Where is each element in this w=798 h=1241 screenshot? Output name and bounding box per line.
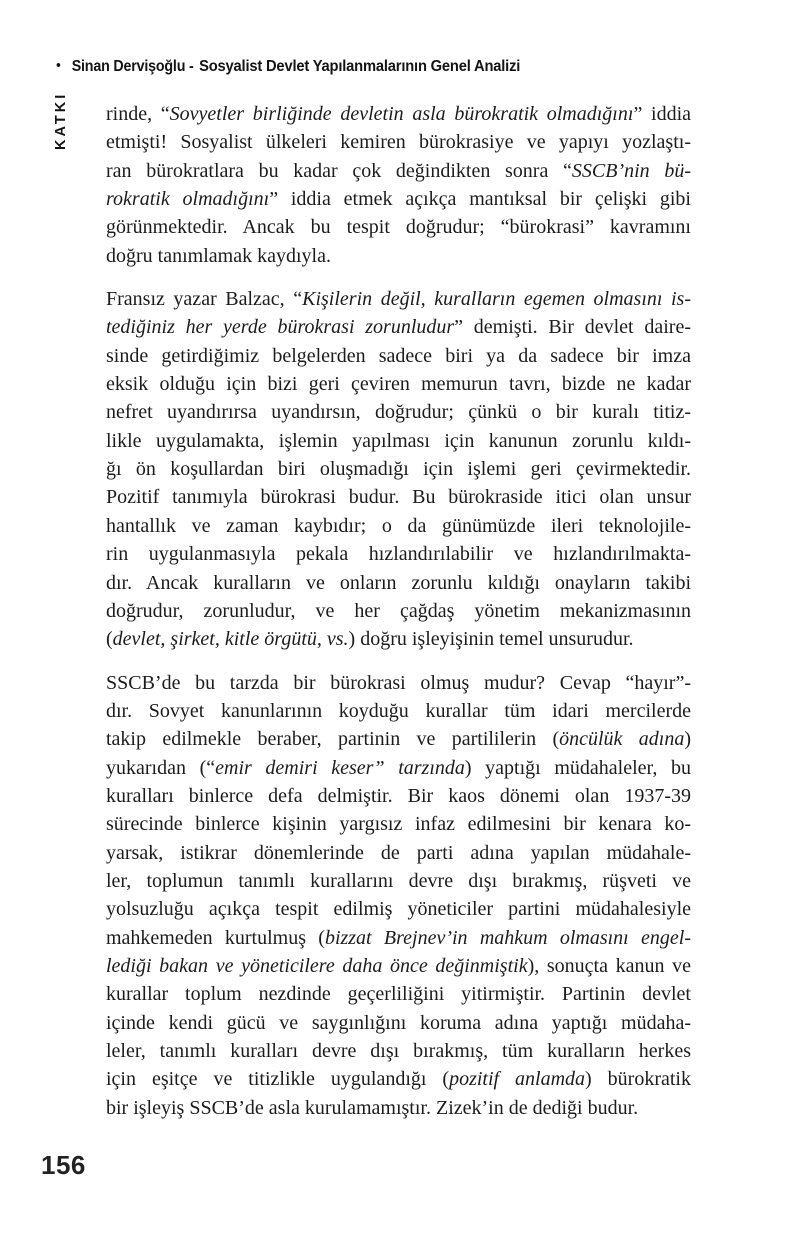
text-line: takip edilmekle beraber, partinin ve partililerin (öncülük adına) bbox=[106, 728, 691, 751]
text-line: dır. Ancak kuralların ve onların zorunlu kıldığı onayların takibi bbox=[106, 571, 691, 594]
text-line: sürecinde binlerce kişinin yargısız infaz edilmesini bir kenara ko- bbox=[106, 813, 691, 836]
header-chapter-title: Sosyalist Devlet Yapılanmalarının Genel Analizi bbox=[199, 58, 521, 75]
text-line: (devlet, şirket, kitle örgütü, vs.) doğru işleyişinin temel unsurudur. bbox=[106, 628, 634, 651]
margin-label-katki: KATKI bbox=[53, 91, 69, 150]
text-line: dır. Sovyet kanunlarının koyduğu kurallar tüm idari mercilerde bbox=[106, 699, 691, 722]
running-header bbox=[56, 58, 520, 76]
text-line: doğrudur, zorunludur, ve her çağdaş yönetim mekanizmasının bbox=[106, 599, 691, 622]
text-line: ğı ön koşullardan biri oluşmadığı için işlemi geri çevirmektedir. bbox=[106, 458, 691, 481]
bullet-icon: • bbox=[56, 57, 61, 74]
text-line: ran bürokratlara bu kadar çok değindikten sonra “SSCB’nin bü- bbox=[106, 159, 691, 182]
text-line: ler, toplumun tanımlı kurallarını devre dışı bırakmış, rüşveti ve bbox=[106, 869, 691, 892]
text-line: leler, tanımlı kuralları devre dışı bırakmış, tüm kuralların herkes bbox=[106, 1040, 691, 1062]
text-line: lediği bakan ve yöneticilere daha önce değinmiştik), sonuçta kanun ve bbox=[106, 954, 691, 977]
paragraph bbox=[106, 100, 691, 270]
text-line: Pozitif tanımıyla bürokrasi budur. Bu bürokraside itici olan unsur bbox=[106, 486, 691, 509]
text-line: kurallar toplum nezdinde geçerliliğini yitirmiştir. Partinin devlet bbox=[106, 983, 691, 1006]
text-line: yukarıdan (“emir demiri keser” tarzında) yaptığı müdahaleler, bu bbox=[106, 756, 691, 779]
text-line: görünmektedir. Ancak bu tespit doğrudur; “bürokrasi” kavramını bbox=[106, 216, 691, 239]
text-line: için eşitçe ve titizlikle uygulandığı (pozitif anlamda) bürokratik bbox=[106, 1068, 691, 1091]
paragraph bbox=[106, 669, 691, 1123]
text-line: SSCB’de bu tarzda bir bürokrasi olmuş mudur? Cevap “hayır”- bbox=[106, 671, 691, 694]
text-line: Fransız yazar Balzac, “Kişilerin değil, kuralların egemen olmasını is- bbox=[106, 288, 691, 311]
text-line: doğru tanımlamak kaydıyla. bbox=[106, 244, 331, 267]
text-line: tediğiniz her yerde bürokrasi zorunludur” demişti. Bir devlet daire- bbox=[106, 316, 691, 339]
text-line: rokratik olmadığını” iddia etmek açıkça mantıksal bir çelişki gibi bbox=[106, 188, 691, 211]
text-line: etmişti! Sosyalist ülkeleri kemiren bürokrasiye ve yapıyı yozlaştı- bbox=[106, 131, 691, 154]
text-line: bir işleyiş SSCB’de asla kurulamamıştır. Zizek’in de dediği budur. bbox=[106, 1096, 639, 1119]
page-number: 156 bbox=[41, 1150, 86, 1180]
body-text bbox=[106, 100, 691, 1122]
text-line: kuralları binlerce defa delmiştir. Bir kaos dönemi olan 1937-39 bbox=[106, 784, 691, 807]
text-line: rinde, “Sovyetler birliğinde devletin asla bürokratik olmadığını” iddia bbox=[106, 103, 691, 125]
text-line: nefret uyandırırsa uyandırsın, doğrudur; çünkü o bir kuralı titiz- bbox=[106, 401, 691, 424]
text-line: içinde kendi gücü ve saygınlığını koruma adına yaptığı müdaha- bbox=[106, 1011, 691, 1034]
paragraph bbox=[106, 285, 691, 653]
text-line: mahkemeden kurtulmuş (bizzat Brejnev’in mahkum olmasını engel- bbox=[106, 926, 691, 949]
header-author: Sinan Dervişoğlu - bbox=[71, 58, 194, 75]
text-line: eksik olduğu için bizi geri çeviren memurun tavrı, bizde ne kadar bbox=[106, 373, 691, 396]
text-line: hantallık ve zaman kaybıdır; o da günümüzde ileri teknolojile- bbox=[106, 514, 691, 537]
text-line: sinde getirdiğimiz belgelerden sadece biri ya da sadece bir imza bbox=[106, 344, 691, 367]
text-line: rin uygulanmasıyla pekala hızlandırılabilir ve hızlandırılmakta- bbox=[106, 543, 691, 566]
text-line: likle uygulamakta, işlemin yapılması için kanunun zorunlu kıldı- bbox=[106, 429, 691, 452]
text-line: yarsak, istikrar dönemlerinde de parti adına yapılan müdahale- bbox=[106, 841, 691, 864]
text-line: yolsuzluğu açıkça tespit edilmiş yöneticiler partini müdahalesiyle bbox=[106, 898, 691, 921]
